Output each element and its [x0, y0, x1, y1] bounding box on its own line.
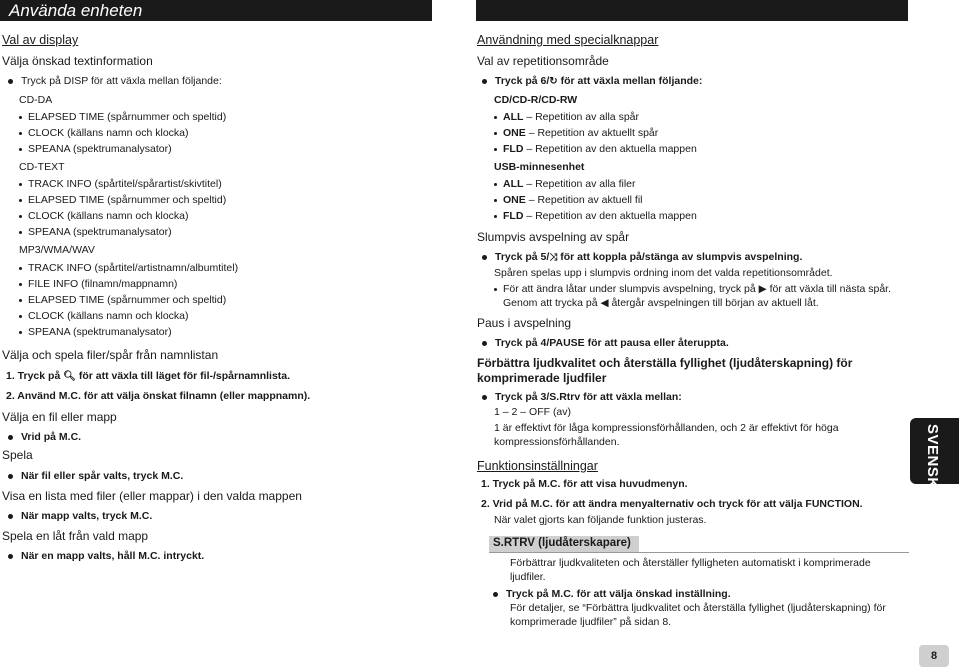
bullet-icon	[482, 255, 487, 260]
cd-group-title: CD/CD-R/CD-RW	[494, 94, 578, 106]
sound-retriever-title: Förbättra ljudkvalitet och återställa fyllighet (ljudåterskapning) för	[477, 356, 853, 370]
bullet-icon	[19, 231, 22, 234]
list-item: ALL – Repetition av alla spår	[494, 111, 639, 123]
bullet-icon	[19, 331, 22, 334]
bullet-icon	[8, 554, 13, 559]
section-title-special-keys: Användning med specialknappar	[477, 33, 659, 47]
bullet-icon	[19, 215, 22, 218]
page-number: 8	[919, 645, 949, 667]
srtrv-item: Tryck på M.C. för att välja önskad inställning.	[493, 588, 731, 600]
bullet-icon	[494, 199, 497, 202]
divider	[489, 552, 909, 553]
bullet-icon	[19, 315, 22, 318]
srtrv-title: S.RTRV (ljudåterskapare)	[493, 537, 631, 549]
change-file-title: Välja en fil eller mapp	[2, 410, 117, 424]
shuffle-title: Slumpvis avspelning av spår	[477, 230, 630, 244]
list-folder-item: När mapp valts, tryck M.C.	[8, 510, 152, 522]
bullet-icon	[494, 288, 497, 291]
shuffle-bullet-cont: Genom att trycka på ◀ återgår avspelningen till början av aktuell låt.	[503, 297, 819, 309]
bullet-icon	[19, 183, 22, 186]
play-folder-title: Spela en låt från vald mapp	[2, 529, 149, 543]
bullet-icon	[19, 299, 22, 302]
subsection-title-text-info: Välja önskad textinformation	[2, 54, 153, 68]
bullet-icon	[8, 435, 13, 440]
pause-title: Paus i avspelning	[477, 316, 572, 330]
sound-desc: 1 är effektivt för låga kompressionsförhållanden, och 2 är effektivt för höga	[494, 422, 839, 434]
bullet-icon	[19, 199, 22, 202]
list-item: ONE – Repetition av aktuell fil	[494, 194, 643, 206]
sound-retriever-item: Tryck på 3/S.Rtrv för att växla mellan:	[482, 391, 682, 403]
list-item: ELAPSED TIME (spårnummer och speltid)	[19, 194, 226, 206]
shuffle-icon: ⤨	[549, 252, 558, 263]
bullet-icon	[8, 514, 13, 519]
bullet-icon	[19, 132, 22, 135]
play-item: När fil eller spår valts, tryck M.C.	[8, 470, 183, 482]
list-folder-title: Visa en lista med filer (eller mappar) i den valda mappen	[2, 489, 302, 503]
list-item: ELAPSED TIME (spårnummer och speltid)	[19, 111, 226, 123]
sound-retriever-title-cont: komprimerade ljudfiler	[477, 371, 607, 385]
srtrv-detail-cont: komprimerade ljudfiler” på sidan 8.	[510, 616, 672, 628]
previous-icon: ◀	[600, 297, 609, 309]
list-item: CLOCK (källans namn och klocka)	[19, 127, 189, 139]
bullet-icon	[8, 79, 13, 84]
function-settings-title: Funktionsinställningar	[477, 459, 598, 473]
sound-desc-cont: kompressionsförhållanden.	[494, 436, 620, 448]
bullet-icon	[19, 267, 22, 270]
func-note: När valet gjorts kan följande funktion justeras.	[494, 514, 707, 526]
next-icon: ▶	[758, 283, 767, 295]
list-item: ALL – Repetition av alla filer	[494, 178, 636, 190]
repeat-icon: ↻	[549, 76, 558, 87]
sound-options: 1 – 2 – OFF (av)	[494, 406, 572, 418]
step-2: 2. Använd M.C. för att välja önskat filnamn (eller mappnamn).	[6, 390, 311, 402]
list-item: FLD – Repetition av den aktuella mappen	[494, 210, 697, 222]
list-item: CLOCK (källans namn och klocka)	[19, 310, 189, 322]
func-step-2: 2. Vrid på M.C. för att ändra menyalternativ och tryck för att välja FUNCTION.	[481, 498, 863, 510]
repeat-instruction: Tryck på 6/↻ för att växla mellan följande:	[482, 75, 702, 87]
list-item: SPEANA (spektrumanalysator)	[19, 226, 172, 238]
right-header-bar	[476, 0, 908, 21]
shuffle-note: Spåren spelas upp i slumpvis ordning inom det valda repetitionsområdet.	[494, 267, 833, 279]
bullet-icon	[482, 79, 487, 84]
list-item: ELAPSED TIME (spårnummer och speltid)	[19, 294, 226, 306]
search-icon: 🔍︎	[63, 371, 76, 382]
bullet-icon	[19, 283, 22, 286]
bullet-icon	[493, 592, 498, 597]
play-folder-item: När en mapp valts, håll M.C. intryckt.	[8, 550, 204, 562]
bullet-icon	[482, 341, 487, 346]
list-item: TRACK INFO (spårtitel/artistnamn/albumtitel)	[19, 262, 238, 274]
page-title: Använda enheten	[9, 1, 143, 20]
step-1: 1. Tryck på 🔍︎ för att växla till läget för fil-/spårnamnlista.	[6, 370, 291, 382]
bullet-icon	[494, 116, 497, 119]
shuffle-bullet: För att ändra låtar under slumpvis avspelning, tryck på ▶ för att växla till nästa spår.	[494, 283, 891, 295]
usb-group-title: USB-minnesenhet	[494, 161, 585, 173]
list-item: ONE – Repetition av aktuellt spår	[494, 127, 658, 139]
section-title-display: Val av display	[2, 33, 79, 47]
group-title-cdda: CD-DA	[19, 94, 53, 106]
pause-item: Tryck på 4/PAUSE för att pausa eller återuppta.	[482, 337, 729, 349]
select-files-title: Välja och spela filer/spår från namnlistan	[2, 348, 219, 362]
list-item: FLD – Repetition av den aktuella mappen	[494, 143, 697, 155]
srtrv-desc: Förbättrar ljudkvaliteten och återställer fylligheten automatiskt i komprimerade	[510, 557, 871, 569]
group-title-cdtext: CD-TEXT	[19, 161, 65, 173]
bullet-icon	[494, 183, 497, 186]
list-item: CLOCK (källans namn och klocka)	[19, 210, 189, 222]
func-step-1: 1. Tryck på M.C. för att visa huvudmenyn.	[481, 478, 688, 490]
left-header-bar	[0, 0, 432, 21]
srtrv-detail: För detaljer, se “Förbättra ljudkvalitet och återställa fyllighet (ljudåterskapning) för	[510, 602, 886, 614]
language-tab	[910, 418, 959, 501]
list-item: FILE INFO (filnamn/mappnamn)	[19, 278, 177, 290]
list-item: SPEANA (spektrumanalysator)	[19, 326, 172, 338]
bullet-icon	[494, 215, 497, 218]
srtrv-desc-cont: ljudfiler.	[510, 571, 546, 583]
bullet-icon	[8, 474, 13, 479]
language-tab-label: SVENSKA	[924, 424, 941, 501]
bullet-icon	[494, 132, 497, 135]
play-title: Spela	[2, 448, 33, 462]
change-file-item: Vrid på M.C.	[8, 431, 81, 443]
bullet-icon	[19, 116, 22, 119]
bullet-icon	[494, 148, 497, 151]
bullet-icon	[19, 148, 22, 151]
display-instruction: Tryck på DISP för att växla mellan följande:	[8, 75, 222, 87]
list-item: SPEANA (spektrumanalysator)	[19, 143, 172, 155]
bullet-icon	[482, 395, 487, 400]
group-title-mp3: MP3/WMA/WAV	[19, 244, 95, 256]
shuffle-instruction: Tryck på 5/⤨ för att koppla på/stänga av slumpvis avspelning.	[482, 251, 802, 263]
list-item: TRACK INFO (spårtitel/spårartist/skivtitel)	[19, 178, 222, 190]
repeat-title: Val av repetitionsområde	[477, 54, 609, 68]
